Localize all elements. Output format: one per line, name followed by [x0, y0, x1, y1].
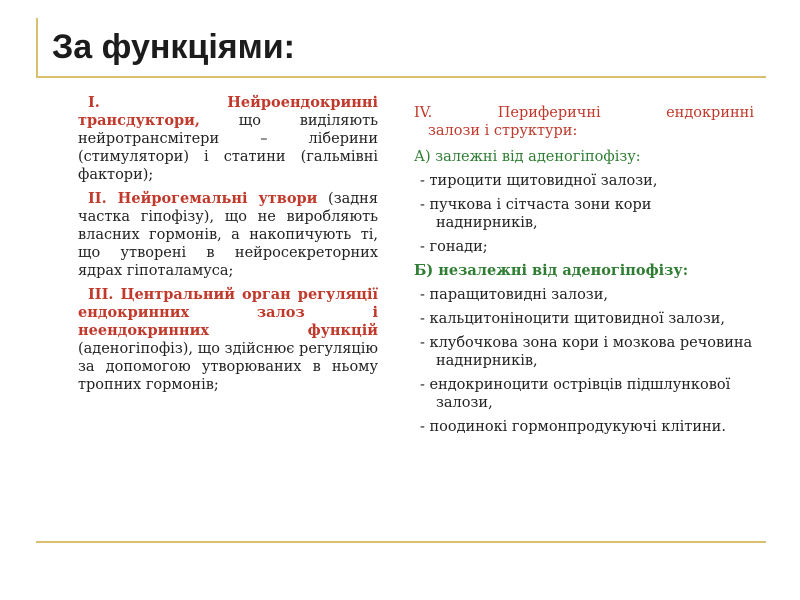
paragraph-2	[78, 190, 378, 280]
group-b-heading: Б) незалежні від аденогіпофізу:	[414, 262, 689, 279]
list-item: - пучкова і сітчаста зони кори наднирників,	[420, 197, 652, 231]
decor-bottom-line	[36, 541, 766, 543]
paragraph-1-text: що виділяють нейротрансмітери – ліберини (стимулятори) і статини (гальмівні фактори);	[78, 113, 378, 183]
list-item: - гонади;	[420, 239, 488, 255]
right-column	[414, 104, 754, 442]
list-item: - тироцити щитовидної залози,	[420, 173, 658, 189]
paragraph-1-heading: І. Нейроендокринні трансдуктори,	[78, 94, 378, 129]
slide-title: За функціями:	[52, 28, 295, 66]
paragraph-1	[78, 94, 378, 184]
heading-line-2: залози і структури:	[428, 123, 578, 139]
paragraph-2-text: (задня частка гіпофізу), що не виробляють власних гормонів, а накопичують ті, що утворені в нейросекреторних ядрах гіпоталамуса;	[78, 191, 378, 279]
section-iv-heading	[414, 104, 754, 140]
list-item: - ендокриноцити острівців підшлункової залози,	[420, 377, 731, 411]
heading-word-3: ендокринні	[666, 105, 754, 121]
left-column	[78, 94, 378, 400]
heading-word-2: Периферичні	[497, 105, 601, 121]
paragraph-3-text: (аденогіпофіз), що здійснює регуляцію за допомогою утворюваних в ньому тропних гормонів;	[78, 341, 378, 393]
list-item: - поодинокі гормонпродукуючі клітини.	[420, 419, 726, 435]
list-item: - кальцитоніноцити щитовидної залози,	[420, 311, 726, 327]
paragraph-3-heading: ІІІ. Центральний орган регуляції ендокринних залоз і неендокринних функцій	[78, 286, 378, 339]
paragraph-2-heading: ІІ. Нейрогемальні утвори	[88, 190, 318, 207]
decor-vertical-line	[36, 18, 38, 78]
list-item: - клубочкова зона кори і мозкова речовина наднирників,	[420, 335, 753, 369]
paragraph-3	[78, 286, 378, 394]
decor-top-line	[36, 76, 766, 78]
list-item: - паращитовидні залози,	[420, 287, 608, 303]
group-a-heading: А) залежні від аденогіпофізу:	[414, 149, 641, 165]
heading-word-1: IV.	[414, 105, 433, 121]
